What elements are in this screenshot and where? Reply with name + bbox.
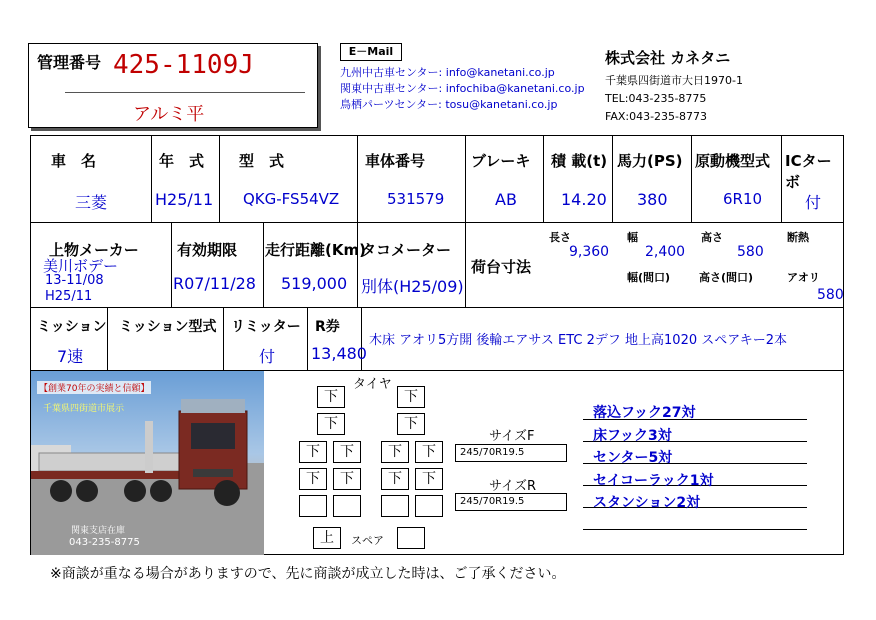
label-aori: アオリ	[787, 271, 820, 284]
contact-email[interactable]: infochiba@kanetani.co.jp	[445, 82, 585, 95]
tire-size-rear-box	[455, 493, 567, 511]
tire-position: 下	[397, 386, 425, 408]
value-brake: AB	[495, 190, 517, 209]
header-cargo-dimensions: 荷台寸法	[471, 258, 532, 276]
tire-position: 上	[313, 527, 341, 549]
tire-position	[381, 495, 409, 517]
value-body-maker: 美川ボデー	[43, 257, 119, 275]
management-label: 管理番号	[37, 53, 102, 72]
value-capacity: 14.20	[561, 190, 607, 209]
tire-position: 下	[299, 441, 327, 463]
equipment-item: センター5対	[593, 450, 673, 466]
tire-size-front-box	[455, 444, 567, 462]
email-label-box	[340, 43, 402, 61]
value-height: 580	[737, 244, 764, 260]
email-label: E－Mail	[348, 45, 394, 58]
tire-position: 下	[415, 468, 443, 490]
tire-position	[333, 495, 361, 517]
spare-label: スペア	[351, 534, 384, 547]
management-box	[28, 43, 318, 128]
value-mileage: 519,000	[281, 274, 348, 293]
equipment-item: 床フック3対	[593, 428, 672, 444]
contact-item: 関東中古車センター: infochiba@kanetani.co.jp	[340, 82, 585, 95]
value-inspection-expiry: R07/11/28	[173, 274, 256, 293]
photo-caption-sub: 千葉県四街道市展示	[43, 404, 125, 414]
tire-title: タイヤ	[353, 377, 392, 392]
photo-caption-top: 【創業70年の実績と信頼】	[37, 381, 151, 394]
header-capacity: 積 載(t)	[551, 152, 608, 170]
value-body-date: H25/11	[45, 289, 93, 304]
header-car-name: 車 名	[51, 152, 97, 170]
equipment-item: 落込フック27対	[593, 405, 696, 421]
header-r-ticket: R券	[315, 319, 340, 335]
spec-table	[30, 135, 844, 555]
contact-item: 九州中古車センター: info@kanetani.co.jp	[340, 66, 555, 79]
header-mileage: 走行距離(Km)	[265, 241, 366, 259]
tire-position: 下	[397, 413, 425, 435]
header-chassis-number: 車体番号	[365, 152, 426, 170]
truck-photo	[31, 371, 264, 555]
value-length: 9,360	[569, 244, 610, 260]
label-width: 幅	[627, 231, 638, 244]
value-width: 2,400	[645, 244, 686, 260]
header-limiter: リミッター	[231, 319, 301, 335]
company-tel: TEL:043-235-8775	[605, 92, 707, 105]
value-body-date: 13-11/08	[45, 273, 104, 288]
photo-caption-phone: 043-235-8775	[69, 537, 140, 548]
tire-size-rear-value: 245/70R19.5	[460, 496, 525, 507]
tire-position: 下	[381, 441, 409, 463]
header-year: 年 式	[159, 152, 205, 170]
tire-position: 下	[415, 441, 443, 463]
value-chassis-number: 531579	[387, 190, 445, 208]
value-horsepower: 380	[637, 190, 668, 209]
tire-position	[415, 495, 443, 517]
tire-position	[299, 495, 327, 517]
value-car-name: 三菱	[75, 193, 108, 212]
tire-position: 下	[317, 386, 345, 408]
equipment-item: セイコーラック1対	[593, 473, 714, 489]
label-length: 長さ	[549, 231, 571, 244]
footer-note: ※商談が重なる場合がありますので、先に商談が成立した時は、ご了承ください。	[50, 566, 566, 582]
tire-position: 下	[317, 413, 345, 435]
tire-position	[397, 527, 425, 549]
company-block	[605, 47, 743, 126]
header-horsepower: 馬力(PS)	[617, 152, 683, 170]
contact-email[interactable]: info@kanetani.co.jp	[445, 66, 555, 79]
value-tachometer: 別体(H25/09)	[361, 277, 464, 296]
management-number: 425-1109J	[113, 50, 254, 80]
value-model: QKG-FS54VZ	[243, 190, 340, 208]
header-ic-turbo: ICターボ	[785, 152, 832, 191]
value-r-ticket: 13,480	[311, 344, 367, 363]
contact-email[interactable]: tosu@kanetani.co.jp	[445, 98, 558, 111]
header-transmission: ミッション	[37, 319, 107, 335]
label-insulation: 断熱	[787, 231, 809, 244]
truck-illustration	[31, 371, 264, 555]
value-transmission: 7速	[57, 347, 84, 366]
contact-list	[340, 65, 585, 113]
company-name: 株式会社 カネタニ	[605, 49, 731, 67]
body-type: アルミ平	[133, 104, 205, 125]
tire-position: 下	[299, 468, 327, 490]
value-limiter: 付	[259, 347, 276, 366]
header-inspection-expiry: 有効期限	[177, 241, 238, 259]
header-body-maker: 上物メーカー	[49, 241, 139, 259]
tire-position: 下	[381, 468, 409, 490]
label-height-opening: 高さ(間口)	[699, 271, 754, 284]
tire-size-front-label: サイズF	[489, 429, 535, 444]
notes-text: 木床 アオリ5方開 後輪エアサス ETC 2デフ 地上高1020 スペアキー2本	[369, 333, 787, 348]
header-tachometer: タコメーター	[361, 241, 452, 259]
company-address: 千葉県四街道市大日1970-1	[605, 74, 743, 87]
contact-item: 鳥栖パーツセンター: tosu@kanetani.co.jp	[340, 98, 558, 111]
photo-caption-branch: 関東支店在庫	[71, 526, 126, 536]
label-height: 高さ	[701, 231, 723, 244]
value-engine-model: 6R10	[723, 190, 763, 208]
tire-size-rear-label: サイズR	[489, 479, 536, 494]
company-fax: FAX:043-235-8773	[605, 110, 708, 123]
tire-size-front-value: 245/70R19.5	[460, 447, 525, 458]
value-aori: 580	[817, 287, 844, 303]
header-brake: ブレーキ	[471, 152, 531, 170]
header-transmission-type: ミッション型式	[119, 319, 217, 335]
tire-position: 下	[333, 468, 361, 490]
header-model: 型 式	[239, 152, 285, 170]
label-width-opening: 幅(間口)	[627, 271, 671, 284]
tire-position: 下	[333, 441, 361, 463]
header-engine-model: 原動機型式	[695, 152, 771, 170]
value-ic-turbo: 付	[805, 193, 822, 212]
equipment-item: スタンション2対	[593, 495, 701, 511]
value-year: H25/11	[155, 190, 214, 209]
